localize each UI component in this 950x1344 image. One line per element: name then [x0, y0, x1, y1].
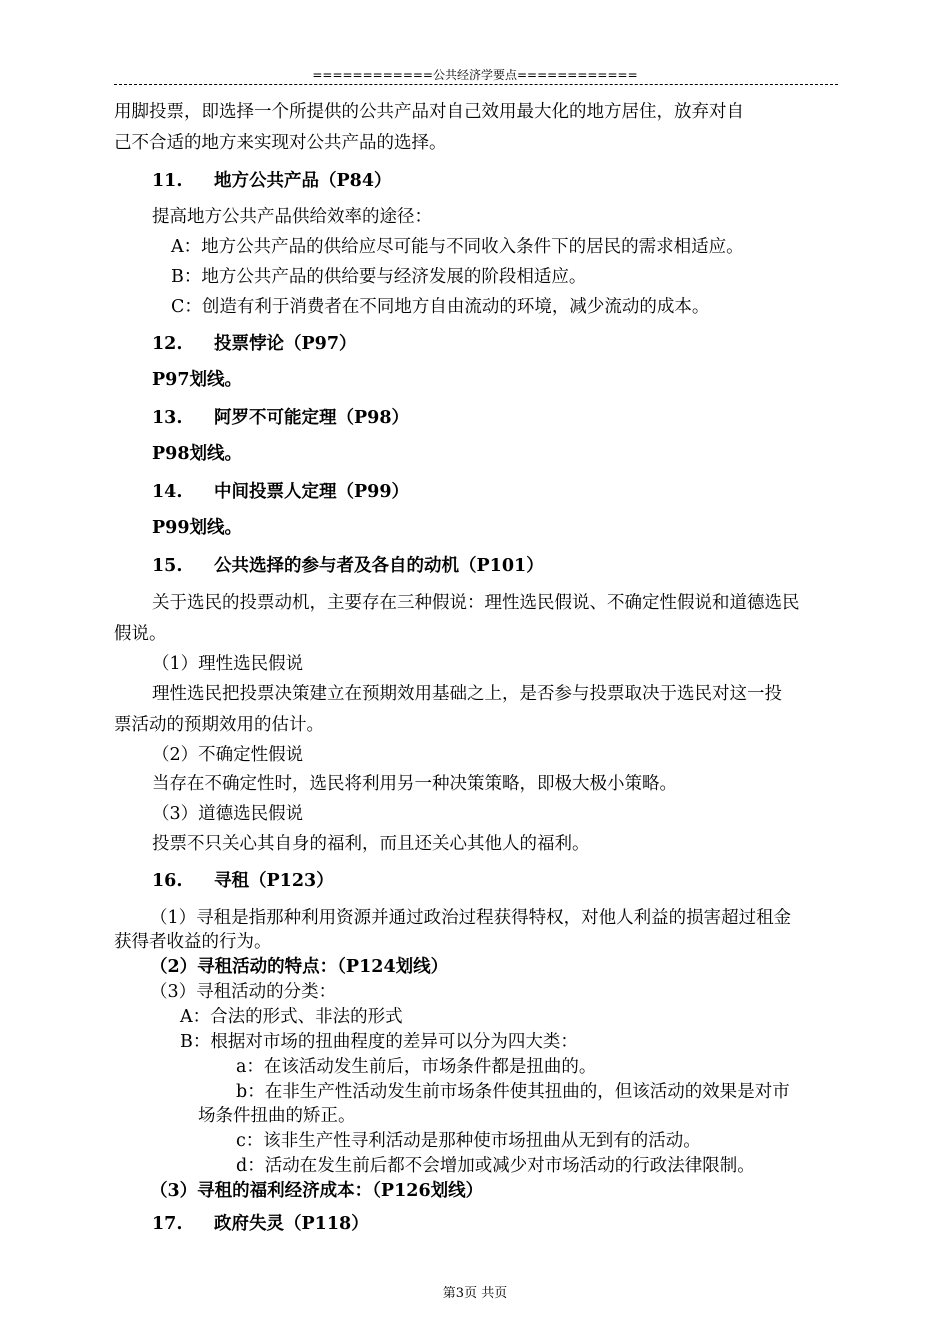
section-heading-17 — [152, 1212, 369, 1236]
list-item: A：地方公共产品的供给应尽可能与不同收入条件下的居民的需求相适应。 — [171, 237, 744, 257]
subheading: （3）寻租的福利经济成本：（P126划线） — [150, 1181, 484, 1201]
paragraph-line: P97划线。 — [152, 370, 243, 390]
section-heading-13 — [152, 406, 409, 430]
paragraph-line: P99划线。 — [152, 518, 243, 538]
section-title: 政府失灵（P118） — [214, 1214, 369, 1234]
section-title: 寻租（P123） — [214, 871, 334, 891]
list-item: 场条件扭曲的矫正。 — [198, 1106, 356, 1126]
subheading: （2）不确定性假说 — [152, 745, 304, 765]
section-heading-14 — [152, 480, 409, 504]
section-heading-15 — [152, 554, 544, 578]
paragraph-line: 用脚投票，即选择一个所提供的公共产品对自己效用最大化的地方居住，放弃对自 — [114, 102, 744, 122]
paragraph-line: 提高地方公共产品供给效率的途径： — [152, 207, 432, 227]
paragraph-line: 己不合适的地方来实现对公共产品的选择。 — [114, 133, 447, 153]
paragraph-line: （1）寻租是指那种利用资源并通过政治过程获得特权，对他人利益的损害超过租金 — [150, 908, 792, 928]
list-item: d：活动在发生前后都不会增加或减少对市场活动的行政法律限制。 — [236, 1156, 755, 1176]
list-item: b：在非生产性活动发生前市场条件使其扭曲的，但该活动的效果是对市 — [236, 1082, 790, 1102]
header-divider — [114, 84, 838, 85]
paragraph-line: 假说。 — [114, 624, 167, 644]
section-title: 公共选择的参与者及各自的动机（P101） — [214, 556, 544, 576]
list-item: A：合法的形式、非法的形式 — [180, 1007, 403, 1027]
paragraph-line: 关于选民的投票动机，主要存在三种假说：理性选民假说、不确定性假说和道德选民 — [152, 593, 800, 613]
section-title: 投票悖论（P97） — [214, 334, 357, 354]
page-footer: 第3页 共页 — [442, 1286, 508, 1301]
subheading: （3）道德选民假说 — [152, 804, 304, 824]
section-title: 阿罗不可能定理（P98） — [214, 408, 410, 428]
section-heading-11 — [152, 169, 392, 193]
list-item: C：创造有利于消费者在不同地方自由流动的环境，减少流动的成本。 — [171, 297, 710, 317]
list-item: c：该非生产性寻利活动是那种使市场扭曲从无到有的活动。 — [236, 1131, 701, 1151]
paragraph-line: 当存在不确定性时，选民将利用另一种决策策略，即极大极小策略。 — [152, 774, 677, 794]
section-heading-16 — [152, 869, 334, 893]
section-title: 中间投票人定理（P99） — [214, 482, 410, 502]
section-number: 16. — [152, 871, 183, 891]
list-item: a：在该活动发生前后，市场条件都是扭曲的。 — [236, 1057, 597, 1077]
section-number: 13. — [152, 408, 183, 428]
paragraph-line: 理性选民把投票决策建立在预期效用基础之上，是否参与投票取决于选民对这一投 — [152, 684, 782, 704]
list-item: B：地方公共产品的供给要与经济发展的阶段相适应。 — [171, 267, 587, 287]
subheading: （3）寻租活动的分类： — [150, 982, 337, 1002]
section-number: 15. — [152, 556, 183, 576]
subheading: （1）理性选民假说 — [152, 654, 304, 674]
section-title: 地方公共产品（P84） — [214, 171, 392, 191]
section-number: 12. — [152, 334, 183, 354]
list-item: B：根据对市场的扭曲程度的差异可以分为四大类： — [180, 1032, 578, 1052]
section-number: 11. — [152, 171, 183, 191]
paragraph-line: 获得者收益的行为。 — [114, 932, 272, 952]
page-header: ============公共经济学要点============ — [312, 68, 638, 82]
paragraph-line: 票活动的预期效用的估计。 — [114, 715, 324, 735]
subheading: （2）寻租活动的特点：（P124划线） — [150, 957, 449, 977]
paragraph-line: 投票不只关心其自身的福利，而且还关心其他人的福利。 — [152, 834, 590, 854]
section-number: 14. — [152, 482, 183, 502]
section-number: 17. — [152, 1214, 183, 1234]
section-heading-12 — [152, 332, 357, 356]
paragraph-line: P98划线。 — [152, 444, 243, 464]
